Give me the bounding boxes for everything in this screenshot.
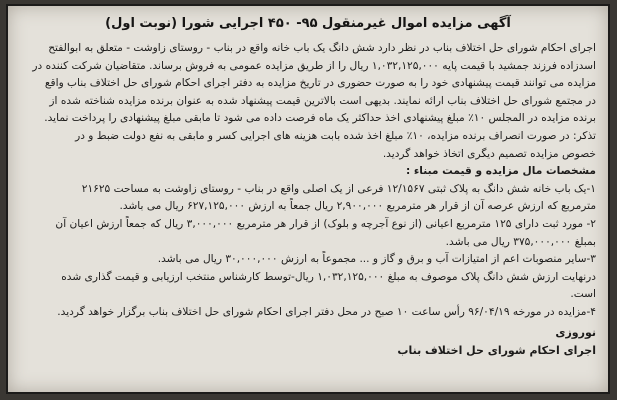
body-line: اسدزاده فرزند جمشید با قیمت پایه ۱,۰۳۲,۱۲۵,۰۰۰ ریال را از طریق مزایده عمومی به فروش برساند. متقاضیان شرکت کننده در [32,59,596,72]
valuation-line-cont: است. [570,288,596,301]
spec-item-3: ۳-سایر منصوبات اعم از امتیازات آب و برق و گاز و ... مجموعاً به ارزش ۳۰,۰۰۰,۰۰۰ ریال می باشد. [157,253,596,266]
specs-heading: مشخصات مال مزایده و قیمت مبناء : [405,165,596,178]
auction-date-line: ۴-مزایده در مورخه ۹۶/۰۴/۱۹ رأس ساعت ۱۰ صبح در محل دفتر اجرای احکام شورای حل اختلاف بناب برگزار خواهد گردید. [57,305,596,318]
signature-block [20,324,596,359]
spec-item-1-cont: مترمربع که ارزش عرصه آن از قرار هر مترمربع ۲,۹۰۰,۰۰۰ ریال جمعاً به ارزش ۶۲۷,۱۲۵,۰۰۰ ریال می باشد. [119,200,596,213]
signature-office: اجرای احکام شورای حل اختلاف بناب [397,343,596,357]
signature-name: نوروزی [555,326,596,339]
newspaper-clipping [6,4,610,394]
valuation-line: درنهایت ارزش شش دانگ پلاک موصوف به مبلغ ۱,۰۳۲,۱۲۵,۰۰۰ ریال-توسط کارشناس منتخب ارزیابی و قیمت گذاری شده [61,270,596,283]
body-line: در مجتمع شورای حل اختلاف بناب ارائه نمایند. بدیهی است بالاترین قیمت پیشنهاد شده به عنوان برنده مزایده شناخته شده از [49,94,596,107]
spec-item-1: ۱-یک باب خانه شش دانگ به پلاک ثبتی ۱۲/۱۵۶۷ فرعی از یک اصلی واقع در بناب - روستای زاوشت به مساحت ۲۱۶۲۵ [81,182,596,195]
spec-item-2: ۲- مورد ثبت دارای ۱۲۵ مترمربع اعیانی (از نوع آجرچه و بلوک) از قرار هر مترمربع ۳,۰۰۰,۰۰۰ ریال که جمعاً ارزش اعیان آن [55,217,596,230]
notice-title: آگهی مزایده اموال غیرمنقول ۹۵- ۴۵۰ اجرایی شورا (نوبت اول) [105,16,511,31]
body-line: خصوص مزایده تصمیم دیگری اتخاذ خواهد گردید. [382,147,596,160]
body-line: برنده مزایده در المجلس ۱۰٪ مبلغ پیشنهادی اخذ حداکثر یک ماه فرصت داده می شود تا مابقی مبلغ پیشنهادی را پرداخت نماید. [44,112,596,125]
notice-body [20,40,596,322]
body-line: مزایده می توانند قیمت پیشنهادی خود را به صورت حضوری در تاریخ مزایده به دفتر اجرای احکام شورای حل اختلاف بناب واقع [44,77,596,90]
body-line: اجرای احکام شورای حل اختلاف بناب در نظر دارد شش دانگ یک باب خانه واقع در بناب - روستای زاوشت - متعلق به ابوالفتح [48,42,596,54]
body-line: تذکر: در صورت انصراف برنده مزایده، ۱۰٪ مبلغ اخذ شده بابت هزینه های اجرایی کسر و مابقی به نفع دولت ضبط و در [75,129,596,142]
spec-item-2-cont: بمبلغ ۳۷۵,۰۰۰,۰۰۰ ریال می باشد. [445,235,596,248]
